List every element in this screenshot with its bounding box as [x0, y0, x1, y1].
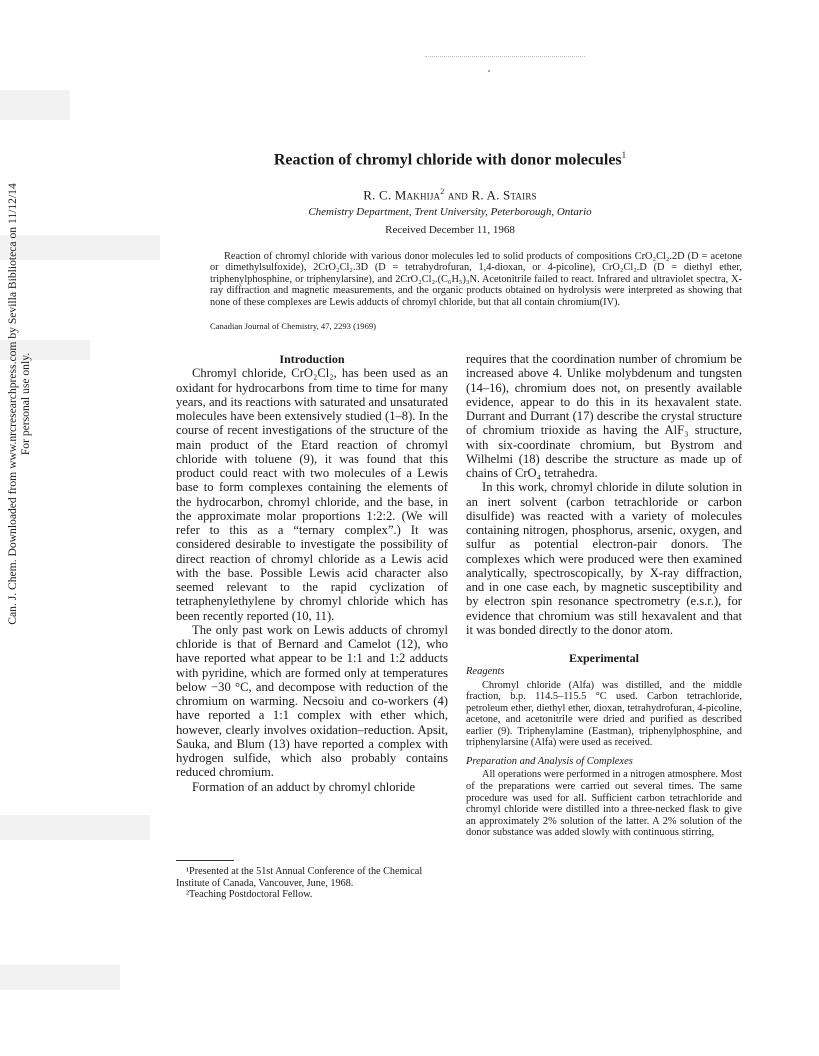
author-1: R. C. Makhija — [363, 187, 441, 203]
journal-citation: Canadian Journal of Chemistry, 47, 2293 (1969) — [210, 321, 377, 331]
title-text: Reaction of chromyl chloride with donor molecules — [273, 151, 622, 169]
intro-paragraph-5: In this work, chromyl chloride in dilute solution in an inert solvent (carbon tetrachloride or carbon disulfide) was reacted with a variety of molecules containing nitrogen, phosphorus, arsenic, oxygen, and sulfur as potential electron-pair donors. The complexes which were produced were then examined analytically, spectroscopically, by X-ray diffraction, and in one case each, by magnetic susceptibility and by electron spin resonance spectrometry (e.s.r.), for evidence that chromium was still hexavalent and that it was bonded directly to the donor atom. — [466, 480, 742, 637]
margin-note-line1: Can. J. Chem. Downloaded from www.nrcresearchpress.com by Sevilla Biblioteca on 11/12/14 — [6, 183, 19, 625]
footnote-1: ¹Presented at the 51st Annual Conference of the Chemical Institute of Canada, Vancouver, June, 1968. — [176, 866, 423, 889]
reagents-heading: Reagents — [466, 666, 505, 678]
abstract: Reaction of chromyl chloride with various donor molecules led to solid products of compositions CrO₂Cl₂.2D (D = acetone or dimethylsulfoxide), 2CrO₂Cl₂.3D (D = tetrahydrofuran, 1,4-dioxan, or 4-picoline), CrO₂Cl₂.D (D = diethyl ether, triphenylphosphine, or triphenylarsine), and 2CrO₂Cl₂.(C₆H₅)₃N. Acetonitrile failed to react. Infrared and ultraviolet spectra, X-ray diffraction and magnetic measurements, and the organic products obtained on hydrolysis were interpreted as showing that none of these complexes are Lewis adducts of chromyl chloride, but that all contain chromium(IV). — [210, 251, 742, 308]
introduction-heading: Introduction — [279, 352, 345, 366]
right-column — [466, 352, 742, 839]
footnote-2: ²Teaching Postdoctoral Fellow. — [186, 889, 313, 900]
footnote-rule — [176, 860, 234, 861]
margin-note-line2: For personal use only. — [19, 352, 32, 456]
received-date: Received December 11, 1968 — [385, 224, 515, 236]
preparation-heading: Preparation and Analysis of Complexes — [466, 756, 633, 768]
intro-paragraph-3: Formation of an adduct by chromyl chloride — [192, 779, 416, 794]
title-footnote-mark: 1 — [621, 150, 627, 160]
article-title — [150, 150, 750, 169]
intro-paragraph-4: requires that the coordination number of chromium be increased above 4. Unlike molybdenum and tungsten (14–16), chromium does not, on presently available evidence, appear to do this in its hexavalent state. Durrant and Durrant (17) describe the crystal structure of chromium trioxide as having the AlF₃ structure, with six-coordinate chromium, but Bystrom and Wilhelmi (18) describe the structure as made up of chains of CrO₄ tetrahedra. — [466, 352, 742, 480]
scan-smudge — [0, 965, 120, 990]
intro-paragraph-1: Chromyl chloride, CrO₂Cl₂, has been used as an oxidant for hydrocarbons from time to time for many years, and its reactions with saturated and unsaturated molecules have been extensively studied (1–8). In the course of recent investigations of the structure of the main product of the Etard reaction of chromyl chloride with toluene (9), it was found that this product could react with two molecules of a Lewis base to form complexes containing the elements of the hydrocarbon, chromyl chloride, and the base, in the approximate molar proportions 1:2:2. (We will refer to this as a “ternary complex”.) It was considered desirable to investigate the possibility of direct reaction of chromyl chloride as a Lewis acid with the base. Possible Lewis acid character also seemed relevant to the rapid cyclization of tetraphenylethylene by chromyl chloride which has been recently reported (10, 11). — [176, 366, 448, 623]
affiliation: Chemistry Department, Trent University, Peterborough, Ontario — [308, 206, 592, 218]
footnotes — [176, 866, 448, 901]
author-line — [150, 187, 750, 203]
scan-artifact-line — [425, 56, 585, 59]
author-1-note: 2 — [440, 187, 445, 196]
scan-artifact-dot — [488, 70, 490, 72]
experimental-heading: Experimental — [569, 651, 639, 665]
reagents-text: Chromyl chloride (Alfa) was distilled, and the middle fraction, b.p. 114.5–115.5 °C used. Carbon tetrachloride, petroleum ether, diethyl ether, dioxan, tetrahydrofuran, 4-picoline, acetone, and acetonitrile were dried and purified as described earlier (9). Triphenylamine (Eastman), triphenylphosphine, and triphenylarsine (Alfa) were used as received. — [466, 679, 742, 749]
preparation-text: All operations were performed in a nitrogen atmosphere. Most of the preparations were carried out several times. The same procedure was used for all. Sufficient carbon tetrachloride and chromyl chloride were distilled into a three-necked flask to give an approximately 2% solution of the latter. A 2% solution of the donor substance was added slowly with continuous stirring, — [466, 769, 742, 839]
intro-paragraph-2: The only past work on Lewis adducts of chromyl chloride is that of Bernard and Camelot (12), who have reported what appear to be 1:1 and 1:2 adducts with pyridine, which are formed only at temperatures below −30 °C, and decompose with reduction of the chromium on warming. Necsoiu and co-workers (4) have reported a 1:1 complex with ether which, however, clearly involves oxidation–reduction. Apsit, Sauka, and Blum (13) have reported a complex with hydrogen sulfide, which also probably contains reduced chromium. — [176, 622, 448, 780]
author-and: and — [447, 187, 469, 203]
scan-smudge — [0, 815, 150, 840]
download-margin-note — [6, 24, 32, 784]
author-2: R. A. Stairs — [471, 187, 537, 203]
left-column — [176, 352, 448, 794]
